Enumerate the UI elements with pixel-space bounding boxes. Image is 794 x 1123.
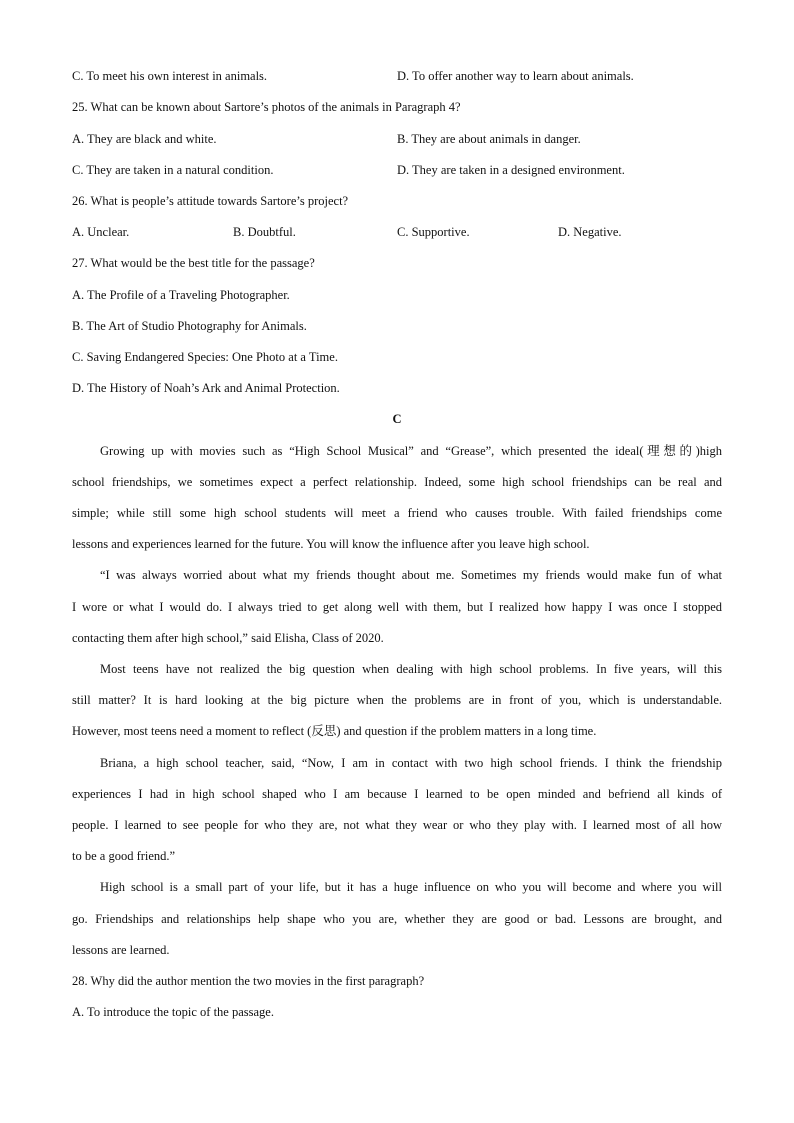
q27-option-b: B. The Art of Studio Photography for Animals. [72, 319, 307, 333]
passage-c-p5-line3: lessons are learned. [72, 943, 170, 957]
q27-stem: 27. What would be the best title for the passage? [72, 256, 315, 270]
q27-option-c: C. Saving Endangered Species: One Photo at a Time. [72, 350, 338, 364]
q26-option-d: D. Negative. [558, 225, 622, 239]
passage-c-p4-line4: to be a good friend.” [72, 849, 176, 863]
passage-c-p3-line2: still matter? It is hard looking at the big picture when the problems are in front of you, which is understandable. [72, 693, 722, 707]
q24-option-c: C. To meet his own interest in animals. [72, 69, 268, 83]
q25-stem: 25. What can be known about Sartore’s photos of the animals in Paragraph 4? [72, 100, 461, 114]
passage-c-p2-line2: I wore or what I would do. I always tried to get along well with them, but I realized how happy I was once I stopped [72, 600, 722, 614]
q25-option-b: B. They are about animals in danger. [397, 132, 581, 146]
passage-c-p4-line3: people. I learned to see people for who they are, not what they wear or who they play with. I learned most of all how [72, 818, 722, 832]
passage-c-p1-line3: simple; while still some high school students will meet a friend who causes trouble. With failed friendships come [72, 506, 722, 520]
q26-stem: 26. What is people’s attitude towards Sartore’s project? [72, 194, 349, 208]
q25-option-c: C. They are taken in a natural condition. [72, 163, 274, 177]
q26-option-c: C. Supportive. [397, 225, 470, 239]
passage-c-p4-line1: Briana, a high school teacher, said, “Now, I am in contact with two high school friends. I think the friendship [100, 756, 722, 770]
passage-c-p5-line2: go. Friendships and relationships help shape who you are, whether they are good or bad. Lessons are brought, and [72, 912, 722, 926]
q28-option-a: A. To introduce the topic of the passage. [72, 1005, 274, 1019]
q28-stem: 28. Why did the author mention the two movies in the first paragraph? [72, 974, 425, 988]
section-c-heading: C [392, 412, 402, 426]
passage-c-p1-line4: lessons and experiences learned for the future. You will know the influence after you leave high school. [72, 537, 590, 551]
passage-c-p2-line1: “I was always worried about what my friends thought about me. Sometimes my friends would make fun of what [100, 568, 722, 582]
q27-option-a: A. The Profile of a Traveling Photographer. [72, 288, 290, 302]
passage-c-p4-line2: experiences I had in high school shaped who I am because I learned to be open minded and befriend all kinds of [72, 787, 722, 801]
q27-option-d: D. The History of Noah’s Ark and Animal Protection. [72, 381, 340, 395]
passage-c-p1-line1: Growing up with movies such as “High School Musical” and “Grease”, which presented the ideal(理想的)high [100, 444, 722, 458]
passage-c-p5-line1: High school is a small part of your life, but it has a huge influence on who you will become and where you will [100, 880, 722, 894]
q25-option-d: D. They are taken in a designed environment. [397, 163, 625, 177]
q24-option-d: D. To offer another way to learn about animals. [397, 69, 634, 83]
q26-option-b: B. Doubtful. [233, 225, 296, 239]
q25-option-a: A. They are black and white. [72, 132, 217, 146]
passage-c-p2-line3: contacting them after high school,” said Elisha, Class of 2020. [72, 631, 384, 645]
passage-c-p3-line1: Most teens have not realized the big question when dealing with high school problems. In five years, will this [100, 662, 722, 676]
passage-c-p1-line2: school friendships, we sometimes expect a perfect relationship. Indeed, some high school friendships can be real and [72, 475, 722, 489]
passage-c-p3-line3: However, most teens need a moment to reflect (反思) and question if the problem matters in a long time. [72, 724, 597, 738]
q26-option-a: A. Unclear. [72, 225, 130, 239]
